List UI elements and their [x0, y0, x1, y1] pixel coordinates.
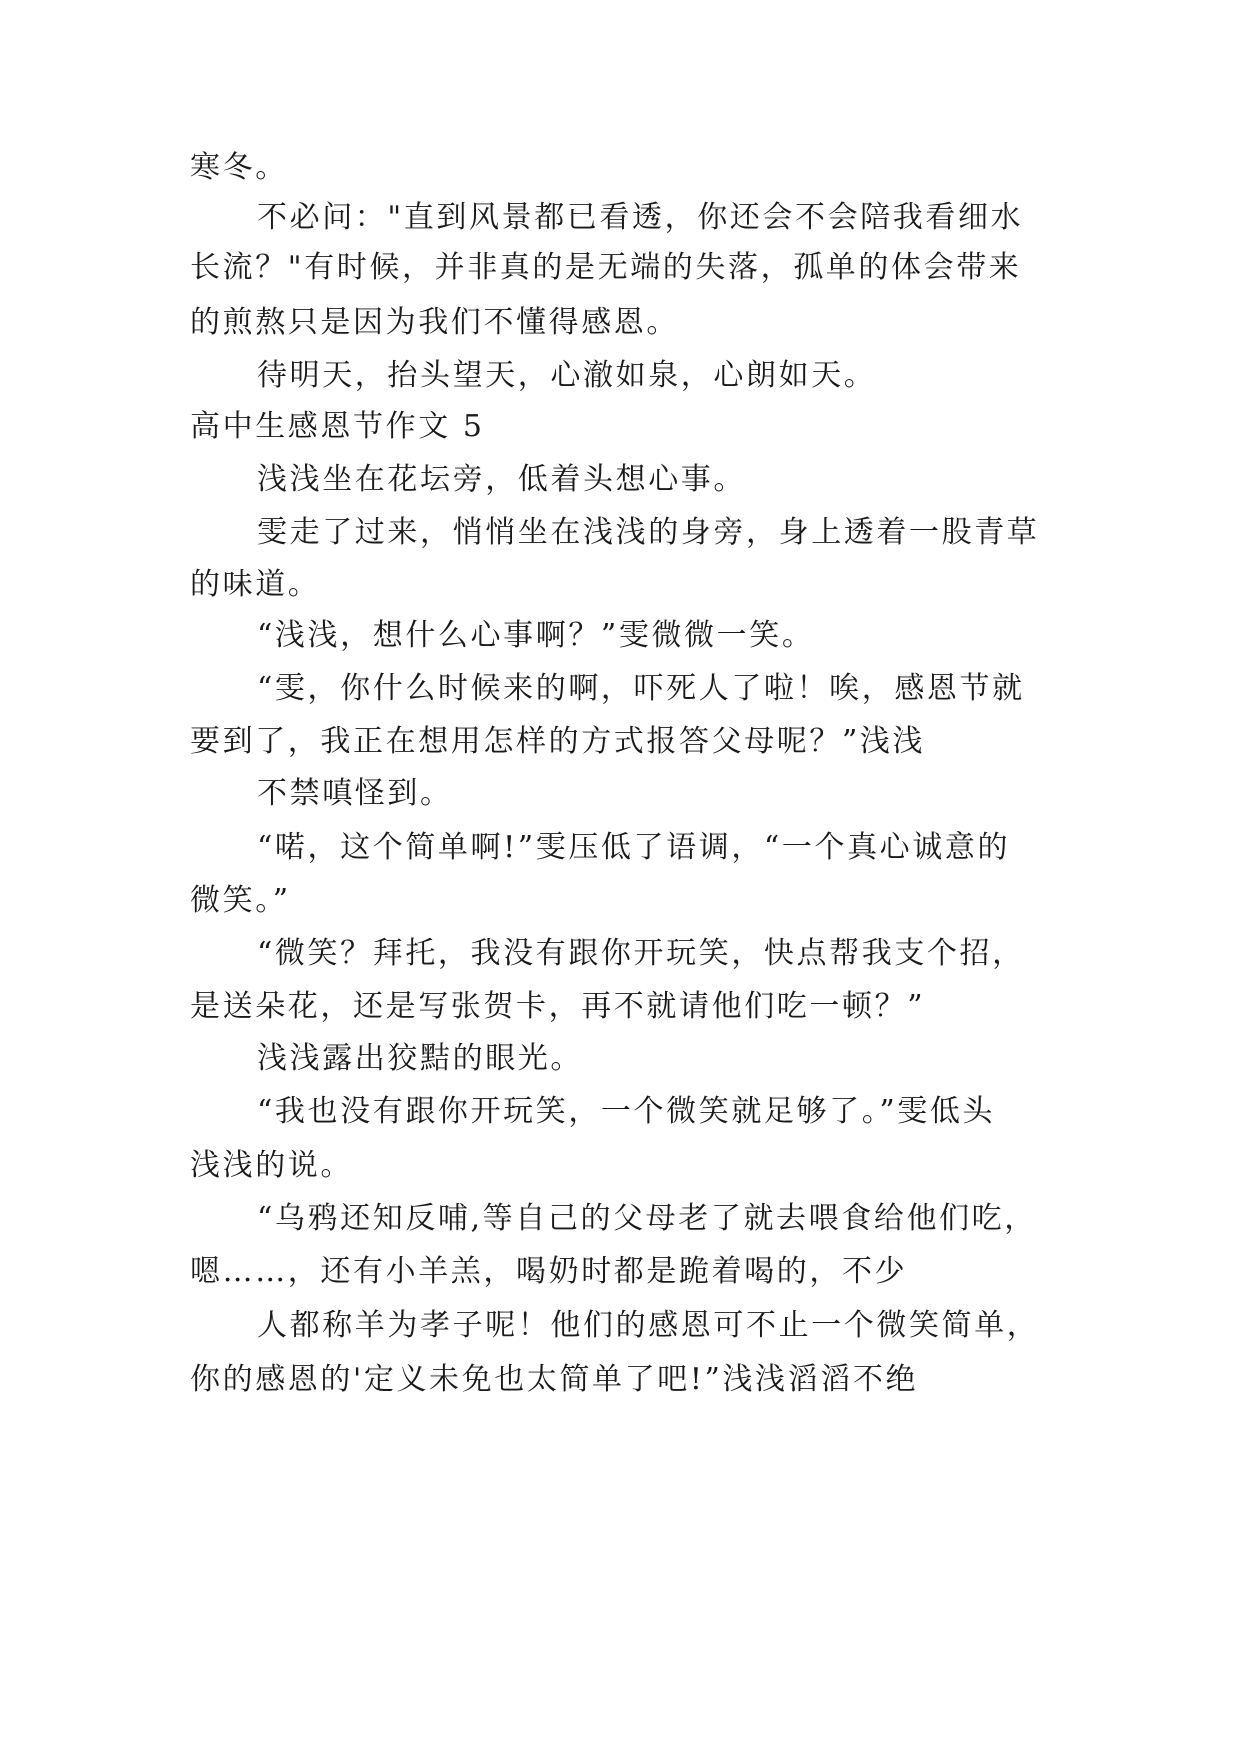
text-line: “雯，你什么时候来的啊，吓死人了啦！唉，感恩节就: [257, 671, 1025, 706]
text-line: 嗯……，还有小羊羔，喝奶时都是跪着喝的，不少: [190, 1254, 908, 1289]
text-line: 浅浅坐在花坛旁，低着头想心事。: [257, 462, 746, 497]
text-line: “喏，这个简单啊!”雯压低了语调，“一个真心诚意的: [257, 830, 1011, 865]
text-line: 雯走了过来，悄悄坐在浅浅的身旁，身上透着一股青草: [257, 515, 1040, 550]
text-line: 寒冬。: [190, 150, 288, 185]
text-line: 的煎熬只是因为我们不懂得感恩。: [190, 305, 679, 340]
text-line: 待明天，抬头望天，心澈如泉，心朗如天。: [257, 358, 877, 393]
text-line: 你的感恩的'定义未免也太简单了吧!”浅浅滔滔不绝: [190, 1362, 919, 1397]
text-line: 要到了，我正在想用怎样的方式报答父母呢？”浅浅: [190, 724, 926, 759]
text-line: 的味道。: [190, 567, 321, 602]
text-line: 人都称羊为孝子呢！他们的感恩可不止一个微笑简单，: [257, 1308, 1040, 1343]
text-line: 微笑。”: [190, 883, 291, 918]
text-line: “我也没有跟你开玩笑，一个微笑就足够了。”雯低头: [257, 1094, 996, 1129]
text-line: “浅浅，想什么心事啊？”雯微微一笑。: [257, 618, 815, 653]
section-heading: 高中生感恩节作文 5: [190, 409, 485, 444]
text-line: “微笑？拜托，我没有跟你开玩笑，快点帮我支个招，: [257, 936, 1025, 971]
text-line: 不禁嗔怪到。: [257, 776, 453, 811]
text-line: 是送朵花，还是写张贺卡，再不就请他们吃一顿？”: [190, 989, 926, 1024]
text-line: 浅浅露出狡黠的眼光。: [257, 1041, 583, 1076]
text-line: “乌鸦还知反哺,等自己的父母老了就去喂食给他们吃，: [257, 1201, 1037, 1236]
text-line: 浅浅的说。: [190, 1148, 353, 1183]
text-line: 长流？"有时候，并非真的是无端的失落，孤单的体会带来: [190, 250, 1022, 285]
text-line: 不必问："直到风景都已看透，你还会不会陪我看细水: [257, 200, 1024, 235]
